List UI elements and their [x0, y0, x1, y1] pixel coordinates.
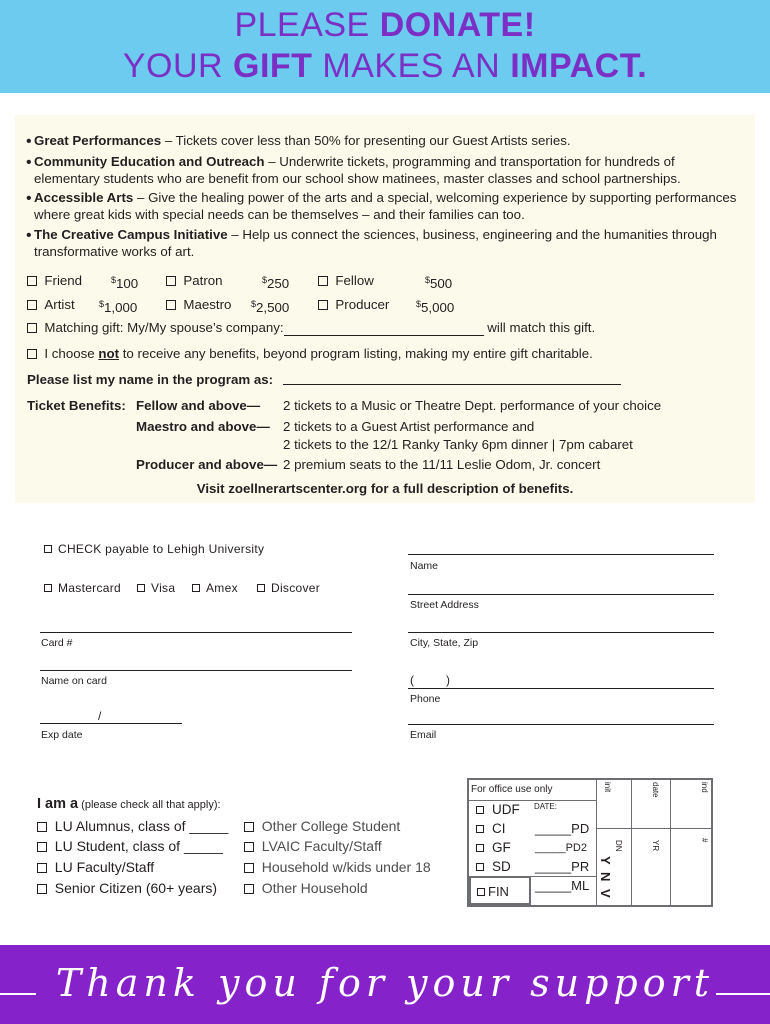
iam-other-college[interactable] — [244, 818, 400, 835]
dollar-sign: $ — [262, 275, 268, 285]
office-divider — [469, 800, 596, 801]
checkbox[interactable] — [37, 863, 47, 873]
checkbox[interactable] — [476, 844, 484, 852]
iam-option-label: LVAIC Faculty/Staff — [261, 838, 382, 854]
check-option[interactable] — [44, 542, 264, 556]
level-amount: 250 — [267, 276, 290, 291]
checkbox[interactable] — [192, 584, 200, 592]
iam-lvaic[interactable] — [244, 838, 382, 855]
level-maestro-amount — [251, 296, 289, 316]
header-banner — [0, 0, 770, 93]
level-amount: 2,500 — [256, 300, 290, 315]
checkbox[interactable] — [244, 842, 254, 852]
level-amount: 1,000 — [104, 300, 138, 315]
checkbox[interactable] — [476, 825, 484, 833]
header-please: PLEASE — [234, 6, 380, 44]
iam-household-kids[interactable] — [244, 859, 431, 876]
checkbox[interactable] — [37, 822, 47, 832]
office-date-label: DATE: — [534, 802, 557, 811]
iam-heading-text: I am a — [37, 796, 79, 812]
iam-option-label: Household w/kids under 18 — [261, 859, 431, 875]
checkbox[interactable] — [27, 300, 37, 310]
maestro-text-2: 2 tickets to the 12/1 Ranky Tanky 6pm dinner | 7pm cabaret — [283, 437, 633, 452]
dollar-sign: $ — [99, 299, 105, 309]
maestro-text-1: 2 tickets to a Guest Artist performance and — [283, 419, 535, 434]
iam-lu-student[interactable] — [37, 838, 223, 855]
city-state-zip-field[interactable] — [408, 632, 714, 633]
iam-option-label: Other College Student — [261, 818, 401, 834]
bullet-text: – Underwrite tickets, programming and transportation for hundreds of elementary students who are benefit from our school show matinees, master classes and school partnerships. — [34, 154, 681, 186]
checkbox[interactable] — [318, 300, 328, 310]
level-maestro[interactable] — [166, 296, 231, 313]
name-label: Name — [410, 560, 439, 572]
checkbox[interactable] — [244, 884, 254, 894]
maestro-label: Maestro and above— — [136, 419, 270, 434]
matching-company-field[interactable] — [284, 323, 484, 336]
bullet-community-education — [26, 154, 741, 187]
office-divider — [596, 828, 713, 829]
header-line-1 — [0, 6, 770, 44]
office-ml: _____ML — [535, 878, 590, 893]
header-makes-an: MAKES AN — [312, 47, 511, 85]
checkbox[interactable] — [44, 584, 52, 592]
street-address-field[interactable] — [408, 594, 714, 595]
matching-gift-label: Matching gift: My/My spouse’s company: — [44, 320, 284, 335]
producer-label: Producer and above— — [136, 457, 278, 472]
checkbox[interactable] — [166, 276, 176, 286]
matching-gift — [27, 319, 595, 336]
level-amount: 500 — [430, 276, 453, 291]
city-state-zip-label: City, State, Zip — [410, 637, 479, 649]
card-visa[interactable] — [137, 581, 175, 595]
dollar-sign: $ — [111, 275, 117, 285]
level-producer-amount — [416, 296, 454, 316]
header-donate: DONATE! — [379, 6, 536, 44]
office-pr: _____PR — [535, 859, 590, 874]
office-code-gf[interactable] — [476, 840, 511, 855]
card-label: Discover — [271, 581, 321, 595]
office-date-col-label: date — [651, 782, 660, 798]
office-code-udf[interactable] — [476, 802, 520, 817]
office-code-ci[interactable] — [476, 821, 506, 836]
level-amount: 100 — [116, 276, 139, 291]
email-label: Email — [410, 729, 437, 741]
card-label: Amex — [206, 581, 238, 595]
name-field[interactable] — [408, 554, 714, 555]
bullet-dot: • — [26, 154, 32, 171]
checkbox[interactable] — [37, 884, 47, 894]
level-producer[interactable] — [318, 296, 389, 313]
office-code-label: UDF — [492, 802, 520, 817]
checkbox[interactable] — [257, 584, 265, 592]
matching-gift-suffix: will match this gift. — [487, 320, 596, 335]
bullet-text: – Tickets cover less than 50% for presenting our Guest Artists series. — [161, 133, 571, 148]
name-on-card-label: Name on card — [41, 675, 107, 687]
street-address-label: Street Address — [410, 599, 479, 611]
iam-other-household[interactable] — [244, 880, 368, 897]
phone-field[interactable] — [408, 688, 714, 689]
dollar-sign: $ — [425, 275, 431, 285]
bullet-dot: • — [26, 133, 32, 150]
office-title: For office use only — [471, 784, 553, 795]
checkbox[interactable] — [137, 584, 145, 592]
card-label: Mastercard — [58, 581, 122, 595]
exp-date-slash: / — [98, 709, 102, 723]
level-patron[interactable] — [166, 272, 223, 289]
office-dn-label: DN — [614, 840, 623, 852]
checkbox[interactable] — [476, 863, 484, 871]
level-artist-amount — [99, 296, 137, 316]
iam-option-label: Other Household — [261, 880, 368, 896]
office-hash-label: # — [700, 838, 709, 843]
dollar-sign: $ — [251, 299, 257, 309]
checkbox[interactable] — [476, 806, 484, 814]
producer-text: 2 premium seats to the 11/11 Leslie Odom, Jr. concert — [283, 457, 601, 472]
visit-website: Visit zoellnerartscenter.org for a full description of benefits. — [196, 481, 574, 496]
bullet-title: The Creative Campus Initiative — [34, 227, 228, 242]
choose-text-rest: to receive any benefits, beyond program listing, making my entire gift charitable. — [119, 346, 593, 361]
bullet-title: Accessible Arts — [34, 190, 134, 205]
office-ind-label: ind — [700, 782, 709, 793]
header-impact: IMPACT. — [510, 47, 648, 85]
office-init-label: init — [603, 782, 612, 793]
email-field[interactable] — [408, 724, 714, 725]
checkbox[interactable] — [27, 276, 37, 286]
level-friend-amount — [111, 272, 138, 292]
office-pd: _____PD — [535, 821, 590, 836]
iam-note: (please check all that apply): — [78, 799, 221, 811]
exp-date-label: Exp date — [41, 729, 83, 741]
office-code-label: CI — [492, 821, 506, 836]
fellow-text: 2 tickets to a Music or Theatre Dept. performance of your choice — [283, 398, 662, 413]
level-artist[interactable] — [27, 296, 75, 313]
phone-paren-open: ( — [410, 673, 414, 687]
choose-not: not — [98, 346, 120, 361]
office-ynv: Y N V — [598, 856, 613, 900]
checkbox[interactable] — [166, 300, 176, 310]
bullet-title: Community Education and Outreach — [34, 154, 265, 169]
level-label: Artist — [44, 297, 75, 312]
header-line-2 — [0, 47, 770, 85]
checkbox[interactable] — [477, 888, 485, 896]
iam-option-label: Senior Citizen (60+ years) — [54, 880, 218, 896]
list-name-label — [27, 371, 273, 388]
name-on-card-field[interactable] — [40, 670, 352, 671]
card-label: Visa — [151, 581, 176, 595]
iam-senior[interactable] — [37, 880, 217, 897]
phone-paren-close: ) — [446, 673, 450, 687]
level-patron-amount — [262, 272, 289, 292]
iam-option-label: LU Alumnus, class of _____ — [54, 818, 229, 834]
level-label: Maestro — [183, 297, 232, 312]
level-friend[interactable] — [27, 272, 82, 289]
card-amex[interactable] — [192, 581, 238, 595]
level-label: Friend — [44, 273, 83, 288]
checkbox[interactable] — [44, 545, 52, 553]
list-name-field[interactable] — [283, 384, 621, 385]
office-divider — [670, 780, 671, 905]
card-mastercard[interactable] — [44, 581, 121, 595]
bullet-title: Great Performances — [34, 133, 162, 148]
level-amount: 5,000 — [421, 300, 455, 315]
bullet-text: – Give the healing power of the arts and a special, welcoming experience by supporting performances where great kids with special needs can be themselves – and their families can too. — [34, 190, 737, 222]
bullet-creative-campus — [26, 227, 741, 260]
thank-you-text: Thank you for your support — [55, 961, 715, 1005]
level-label: Patron — [183, 273, 223, 288]
card-discover[interactable] — [257, 581, 320, 595]
iam-lu-faculty[interactable] — [37, 859, 154, 876]
card-number-label: Card # — [41, 637, 73, 649]
level-fellow-amount — [425, 272, 452, 292]
choose-text: I choose — [44, 346, 99, 361]
level-fellow[interactable] — [318, 272, 374, 289]
bullet-great-performances — [26, 133, 741, 150]
list-name-text: Please list my name in the program as: — [27, 372, 274, 387]
bullet-accessible-arts — [26, 190, 741, 223]
exp-date-field[interactable] — [40, 723, 182, 724]
level-label: Fellow — [335, 273, 374, 288]
bullet-dot: • — [26, 227, 32, 244]
decline-benefits — [27, 345, 593, 362]
checkbox[interactable] — [27, 349, 37, 359]
office-divider — [596, 780, 597, 905]
office-code-label: GF — [492, 840, 511, 855]
bullet-dot: • — [26, 190, 32, 207]
checkbox[interactable] — [37, 842, 47, 852]
office-code-label: SD — [492, 859, 511, 874]
checkbox[interactable] — [318, 276, 328, 286]
checkbox[interactable] — [244, 822, 254, 832]
office-code-fin[interactable] — [477, 884, 509, 899]
office-divider — [631, 780, 632, 905]
office-pd2: _____PD2 — [535, 842, 587, 854]
fellow-label: Fellow and above— — [136, 398, 261, 413]
office-yr-label: YR — [651, 840, 660, 852]
bullet-text: – Help us connect the sciences, business, engineering and the humanities through transformative works of art. — [34, 227, 717, 259]
header-gift: GIFT — [233, 47, 313, 85]
checkbox[interactable] — [244, 863, 254, 873]
checkbox[interactable] — [27, 323, 37, 333]
footer-banner — [0, 945, 770, 1024]
iam-lu-alumnus[interactable] — [37, 818, 228, 835]
office-code-sd[interactable] — [476, 859, 511, 874]
office-code-label: FIN — [488, 884, 509, 899]
dollar-sign: $ — [416, 299, 422, 309]
iam-heading — [37, 796, 221, 814]
card-number-field[interactable] — [40, 632, 352, 633]
phone-label: Phone — [410, 693, 441, 705]
header-your: YOUR — [122, 47, 234, 85]
level-label: Producer — [335, 297, 390, 312]
check-label: CHECK payable to Lehigh University — [58, 542, 265, 556]
ticket-benefits-heading: Ticket Benefits: — [27, 398, 126, 413]
iam-option-label: LU Student, class of _____ — [54, 838, 223, 854]
iam-option-label: LU Faculty/Staff — [54, 859, 155, 875]
